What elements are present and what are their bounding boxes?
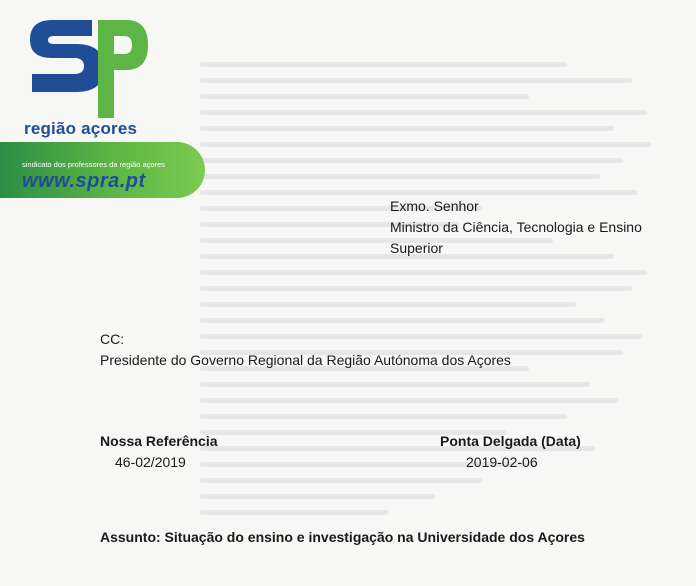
logo-tagline: sindicato dos professores da região açores bbox=[22, 160, 165, 169]
logo-brand-text: região açores bbox=[24, 119, 138, 138]
letter-subject: Assunto: Situação do ensino e investigação na Universidade dos Açores bbox=[100, 529, 585, 545]
recipient-line-2: Superior bbox=[390, 240, 443, 256]
recipient-line-1: Ministro da Ciência, Tecnologia e Ensino bbox=[390, 219, 642, 235]
cc-label: CC: bbox=[100, 331, 125, 347]
logo-green-band bbox=[0, 142, 205, 198]
place-date-value: 2019-02-06 bbox=[466, 454, 538, 470]
reference-value: 46-02/2019 bbox=[115, 454, 186, 470]
cc-block bbox=[100, 329, 511, 371]
sp-logo-icon bbox=[14, 0, 154, 125]
reference-label: Nossa Referência bbox=[100, 433, 218, 449]
cc-recipient: Presidente do Governo Regional da Região Autónoma dos Açores bbox=[100, 352, 511, 368]
bleed-through-text bbox=[200, 62, 670, 526]
place-date-label: Ponta Delgada (Data) bbox=[440, 433, 581, 449]
recipient-block bbox=[390, 196, 642, 259]
spra-logo bbox=[0, 0, 220, 200]
place-date-block bbox=[440, 431, 581, 473]
reference-block bbox=[100, 431, 218, 473]
recipient-salutation: Exmo. Senhor bbox=[390, 198, 479, 214]
logo-website: www.spra.pt bbox=[22, 170, 146, 192]
